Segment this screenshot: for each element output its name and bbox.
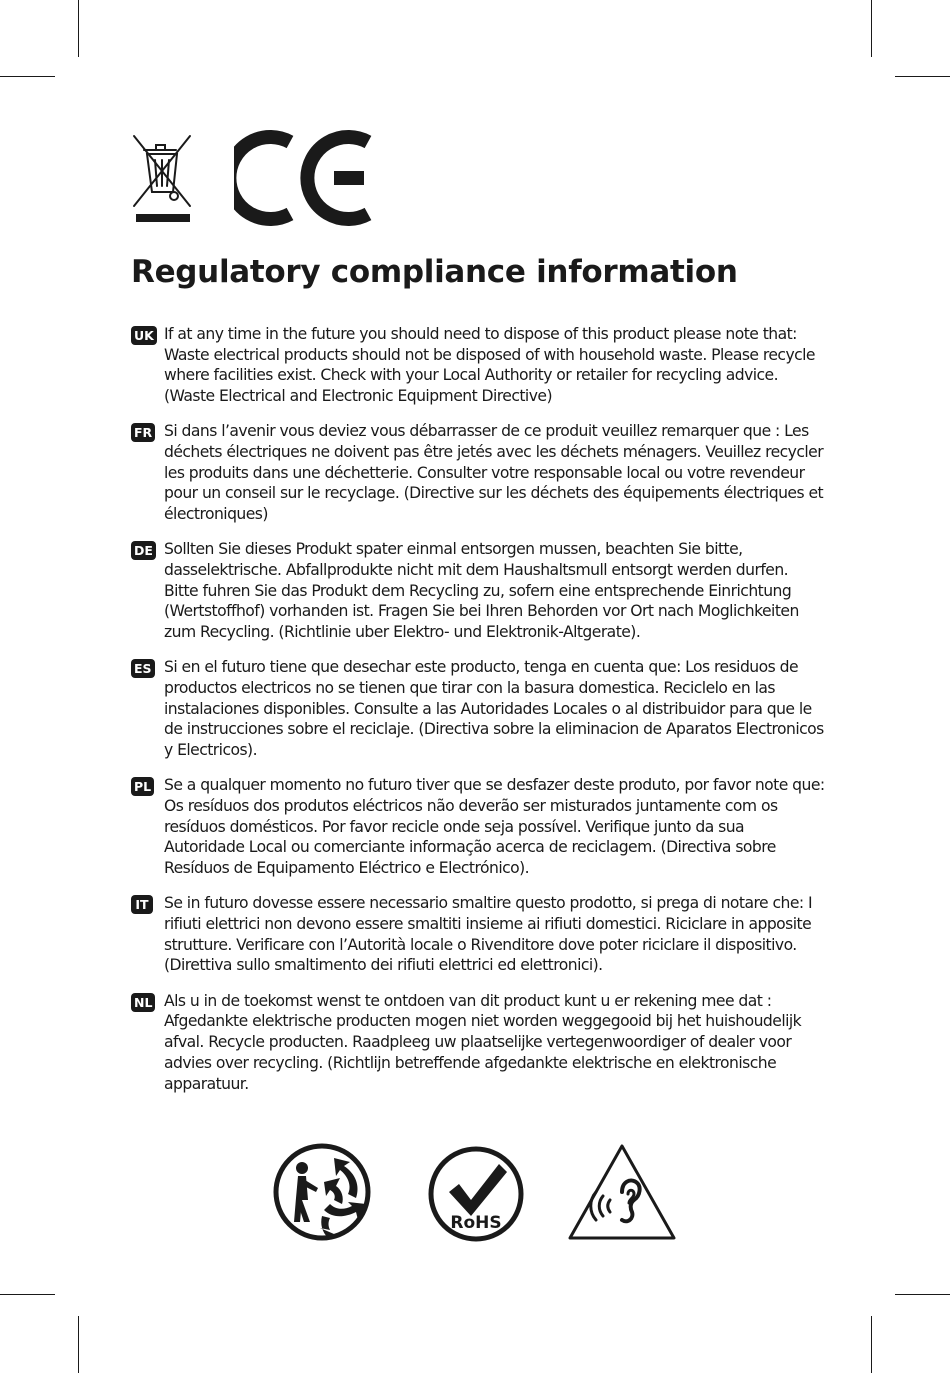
language-badge: IT — [131, 895, 153, 914]
section-text: Als u in de toekomst wenst te ontdoen van dit product kunt u er rekening mee dat : Afgedankte elektrische producten mogen niet worden weggegooid bij het huishoudelijk afval. Recycle producten. Raadpleeg uw plaatselijke vertegenwoordiger of dealer voor advies over recycling. (Richtlijn betreffende afgedankte elektrische en elektronische apparatuur. — [164, 991, 802, 1093]
section-text: If at any time in the future you should need to dispose of this product please note that: Waste electrical products should not be disposed of with household waste. Please recycle where facilities exist. Check with your Local Authority or retailer for recycling advice. (Waste Electrical and Electronic Equipment Directive) — [164, 325, 815, 406]
language-badge: UK — [131, 326, 157, 345]
section-it — [131, 893, 826, 976]
section-uk — [131, 324, 826, 407]
section-pl — [131, 775, 826, 879]
section-text: Si dans l’avenir vous deviez vous débarrasser de ce produit veuillez remarquer que : Les déchets électriques ne doivent pas être jetés avec les déchets ménagers. Veuillez recycler les produits dans une déchetterie. Consulter votre responsable local ou votre revendeur pour un conseil sur le recyclage. (Directive sur les déchets des équipements électriques et électroniques) — [164, 422, 824, 524]
top-symbols — [130, 128, 390, 228]
rohs-label: RoHS — [450, 1213, 502, 1233]
section-es — [131, 657, 826, 761]
page-title: Regulatory compliance information — [131, 254, 738, 290]
section-fr — [131, 421, 826, 525]
bottom-symbols — [270, 1140, 680, 1245]
crop-mark — [895, 1294, 950, 1295]
crop-mark — [78, 0, 79, 57]
section-text: Sollten Sie dieses Produkt spater einmal entsorgen mussen, beachten Sie bitte, dasselektrische. Abfallprodukte nicht mit dem Haushaltsmull entsorgt werden durfen. Bitte fuhren Sie das Produkt dem Recycling zu, sofern eine entsprechende Einrichtung (Wertstoffhof) vorhanden ist. Fragen Sie bei Ihren Behorden vor Ort nach Moglichkeiten zum Recycling. (Richtlinie uber Elektro- und Elektronik-Altgerate). — [164, 540, 799, 642]
crop-mark — [0, 1294, 55, 1295]
ce-mark-icon — [234, 128, 374, 228]
section-de — [131, 539, 826, 643]
triman-recycling-icon — [272, 1142, 376, 1242]
section-nl — [131, 991, 826, 1095]
language-badge: ES — [131, 659, 155, 678]
crop-mark — [871, 0, 872, 57]
hearing-warning-icon — [566, 1142, 678, 1242]
language-badge: NL — [131, 993, 155, 1012]
crop-mark — [895, 76, 950, 77]
crop-mark — [78, 1316, 79, 1373]
language-sections — [131, 324, 826, 1109]
crop-mark — [871, 1316, 872, 1373]
section-text: Si en el futuro tiene que desechar este producto, tenga en cuenta que: Los residuos de productos electricos no se tienen que tirar con la basura domestica. Reciclelo en las instalaciones disponibles. Consulte a las Autoridades Locales o al distribuidor para que le de instrucciones sobre el reciclaje. (Directiva sobre la eliminacion de Aparatos Electronicos y Electricos). — [164, 658, 824, 760]
crop-mark — [0, 76, 55, 77]
rohs-check-icon — [427, 1146, 527, 1246]
language-badge: DE — [131, 541, 156, 560]
weee-crossed-bin-icon — [130, 132, 194, 226]
language-badge: PL — [131, 777, 154, 796]
section-text: Se a qualquer momento no futuro tiver que se desfazer deste produto, por favor note que: Os resíduos dos produtos eléctricos não deverão ser misturados juntamente com os resíduos domésticos. Por favor recicle onde seja possível. Verifique junto da sua Autoridade Local ou comerciante informação acerca de reciclagem. (Directiva sobre Resíduos de Equipamento Eléctrico e Electrónico). — [164, 776, 825, 878]
language-badge: FR — [131, 423, 155, 442]
section-text: Se in futuro dovesse essere necessario smaltire questo prodotto, si prega di notare che: I rifiuti elettrici non devono essere smaltiti insieme ai rifiuti domestici. Riciclare in apposite strutture. Verificare con l’Autorità locale o Rivenditore dove poter riciclare il dispositivo. (Direttiva sullo smaltimento dei rifiuti elettrici ed elettronici). — [164, 894, 813, 975]
